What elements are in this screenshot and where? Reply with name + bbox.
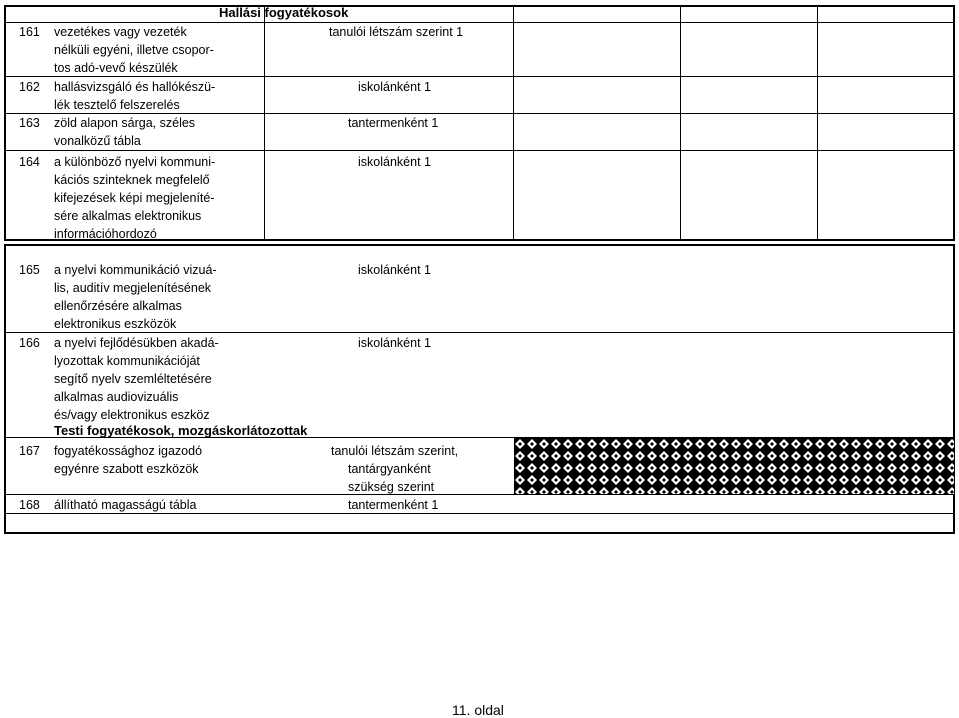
row-divider <box>5 150 954 151</box>
row-number: 165 <box>19 263 40 277</box>
item-quantity: iskolánként 1 <box>358 80 431 94</box>
column-divider <box>264 6 265 240</box>
column-divider <box>680 6 681 240</box>
item-name: hallásvizsgáló és hallókészü- lék tesztelő felszerelés <box>54 80 216 112</box>
item-quantity: tanulói létszám szerint 1 <box>329 25 464 39</box>
item-quantity: iskolánként 1 <box>358 155 431 169</box>
item-quantity: iskolánként 1 <box>358 263 431 277</box>
item-quantity: tanulói létszám szerint, tantárgyanként szükség szerint <box>331 444 459 494</box>
item-name: a nyelvi kommunikáció vizuá- lis, auditív megjelenítésének ellenőrzésére alkalmas elektronikus eszközök <box>54 263 217 331</box>
item-quantity: tantermenként 1 <box>348 498 439 512</box>
item-name: vezetékes vagy vezeték nélküli egyéni, illetve csopor- tos adó-vevő készülék <box>54 25 214 75</box>
item-name: fogyatékossághoz igazodó egyénre szabott eszközök <box>54 444 203 476</box>
row-number: 162 <box>19 80 40 94</box>
item-quantity: iskolánként 1 <box>358 336 431 350</box>
row-number: 163 <box>19 116 40 130</box>
row-number: 164 <box>19 155 40 169</box>
item-name: állítható magasságú tábla <box>54 498 197 512</box>
row-divider <box>5 494 954 495</box>
item-name: a különböző nyelvi kommuni- kációs szinteknek megfelelő kifejezések képi megjeleníté- sére alkalmas elektronikus információhordozó <box>54 155 216 241</box>
column-divider <box>817 6 818 240</box>
hatched-cell-pattern <box>514 438 954 494</box>
row-number: 161 <box>19 25 40 39</box>
item-name: a nyelvi fejlődésükben akadá- lyozottak kommunikációját segítő nyelv szemléltetésére alkalmas audiovizuális és/vagy elektronikus eszköz <box>54 336 219 422</box>
section-heading-physical: Testi fogyatékosok, mozgáskorlátozottak <box>54 423 308 438</box>
section-heading-hearing: Hallási fogyatékosok <box>219 5 349 20</box>
row-number: 167 <box>19 444 40 458</box>
item-name: zöld alapon sárga, széles vonalközű tábla <box>54 116 196 148</box>
item-quantity: tantermenként 1 <box>348 116 439 130</box>
page-number: 11. oldal <box>452 702 504 718</box>
column-divider <box>513 6 514 240</box>
row-number: 168 <box>19 498 40 512</box>
row-number: 166 <box>19 336 40 350</box>
